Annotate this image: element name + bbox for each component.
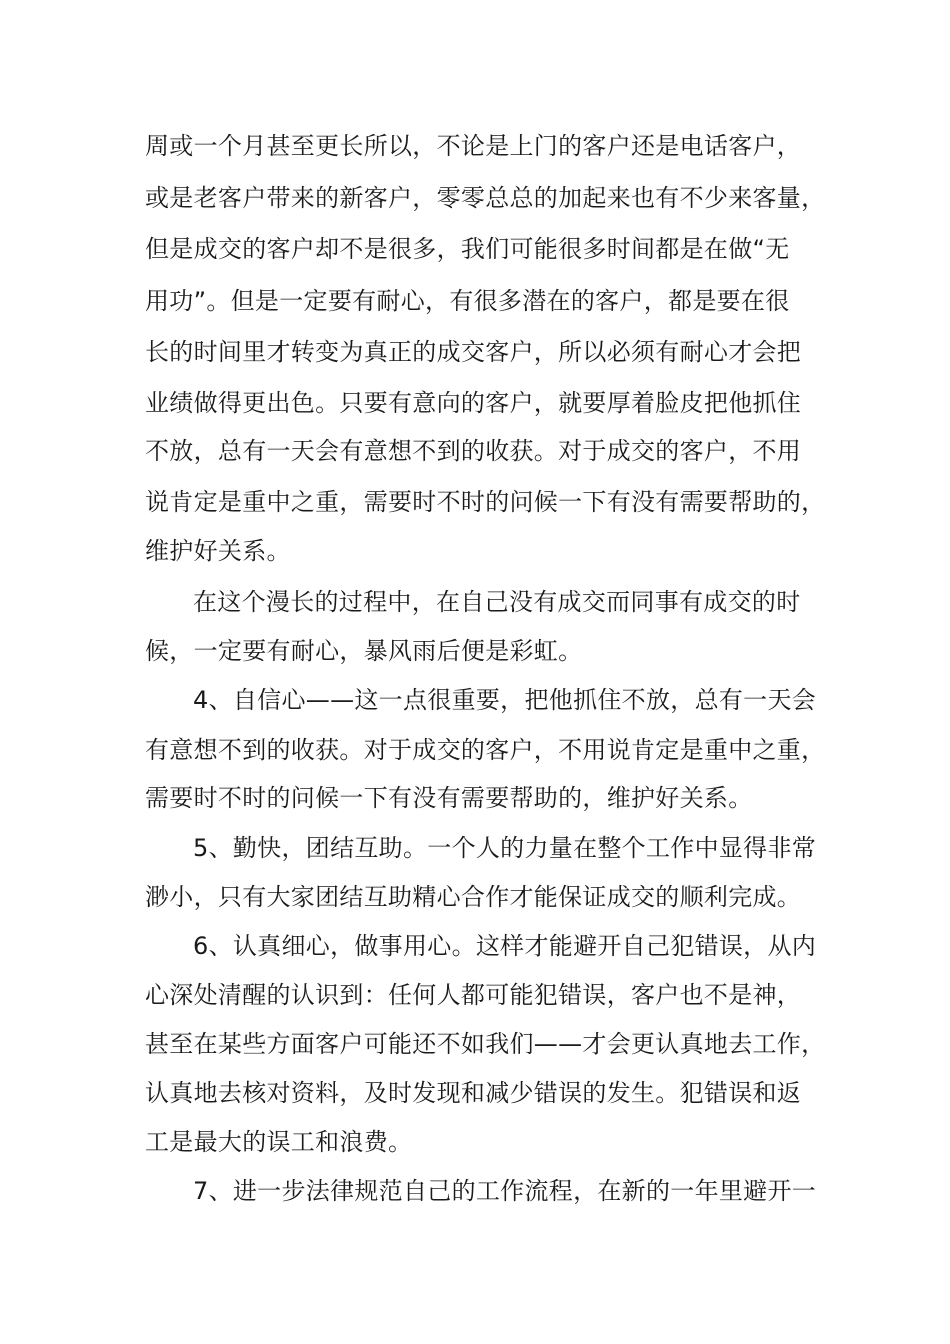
text-line: 7、进一步法律规范自己的工作流程，在新的一年里避开一 (193, 1177, 817, 1205)
text-line: 或是老客户带来的新客户，零零总总的加起来也有不少来客量， (145, 184, 826, 212)
text-line: 认真地去核对资料，及时发现和减少错误的发生。犯错误和返 (145, 1079, 802, 1107)
text-line: 渺小，只有大家团结互助精心合作才能保证成交的顺利完成。 (145, 883, 802, 911)
text-line: 业绩做得更出色。只要有意向的客户，就要厚着脸皮把他抓住 (145, 389, 802, 417)
text-line: 候，一定要有耐心，暴风雨后便是彩虹。 (145, 637, 583, 665)
text-line: 说肯定是重中之重，需要时不时的问候一下有没有需要帮助的， (145, 488, 826, 516)
text-line: 6、认真细心，做事用心。这样才能避开自己犯错误，从内 (193, 932, 817, 960)
text-line: 需要时不时的问候一下有没有需要帮助的，维护好关系。 (145, 784, 753, 812)
text-line: 工是最大的误工和浪费。 (145, 1128, 413, 1156)
text-line: 长的时间里才转变为真正的成交客户，所以必须有耐心才会把 (145, 338, 802, 366)
text-line: 但是成交的客户却不是很多，我们可能很多时间都是在做“无 (145, 235, 790, 263)
text-line: 有意想不到的收获。对于成交的客户，不用说肯定是重中之重， (145, 736, 826, 764)
text-line: 4、自信心——这一点很重要，把他抓住不放，总有一天会 (193, 686, 817, 714)
text-line: 心深处清醒的认识到：任何人都可能犯错误，客户也不是神， (145, 981, 802, 1009)
text-line: 维护好关系。 (145, 537, 291, 565)
text-line: 在这个漫长的过程中，在自己没有成交而同事有成交的时 (193, 588, 801, 616)
text-line: 周或一个月甚至更长所以，不论是上门的客户还是电话客户， (145, 132, 802, 160)
text-line: 5、勤快，团结互助。一个人的力量在整个工作中显得非常 (193, 834, 817, 862)
text-line: 用功”。但是一定要有耐心，有很多潜在的客户，都是要在很 (145, 287, 790, 315)
text-line: 不放，总有一天会有意想不到的收获。对于成交的客户，不用 (145, 437, 802, 465)
text-line: 甚至在某些方面客户可能还不如我们——才会更认真地去工作， (145, 1030, 826, 1058)
